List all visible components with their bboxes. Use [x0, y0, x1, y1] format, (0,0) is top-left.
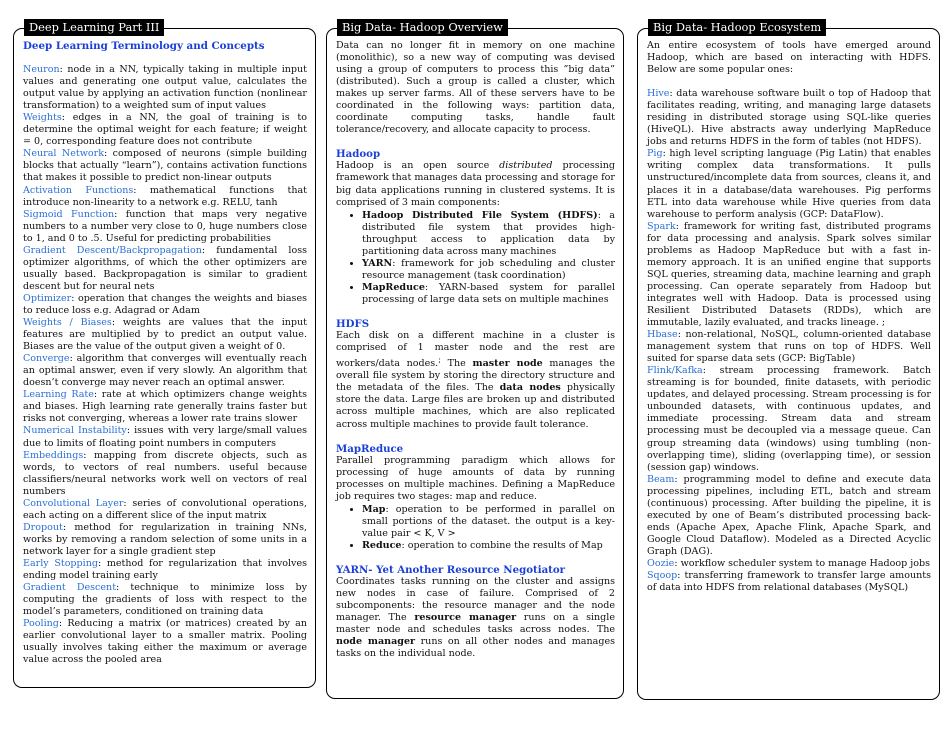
term-list	[23, 64, 307, 666]
term-definition: : node in a NN, typically taking in multiple input values and generating one output value, calculates the output value by applying an activation function (nonlinear transformation) to a weighted sum of input values	[23, 64, 307, 112]
term-definition: : fundamental loss optimizer algorithms, of which the other optimizers are usually based. Backpropagation is similar to gradient descent but for neural nets	[23, 244, 308, 292]
mapreduce-stages-list	[336, 504, 615, 552]
term-definition: : mathematical functions that introduce non-linearity to a network e.g. RELU, tanh	[23, 184, 307, 208]
term-label: Neural Network	[23, 148, 105, 160]
term-entry	[23, 558, 307, 582]
term-definition: : rate at which optimizers change weights and biases. High learning rate generally trains faster but risks not converging, whereas a lower rate trains slower	[23, 389, 307, 425]
term-definition: : weights are values that the input features are multiplied by to predict an output value. Biases are the value of the output given a weight of 0.	[23, 317, 308, 353]
term-label: Gradient Descent	[23, 582, 117, 594]
term-label: Convolutional Layer	[23, 497, 124, 509]
panel-body	[336, 40, 615, 660]
term-entry	[23, 245, 307, 293]
term-entry	[647, 88, 931, 148]
term-label: Embeddings	[23, 449, 84, 461]
term-label: Hbase	[647, 329, 678, 341]
hdfs-paragraph: Each disk on a different machine in a cluster is comprised of 1 master node and the rest are workers/data nodes.; The master node manages the overall file system by storing the directory structure and the metadata of the files. The data nodes physically store the data. Large files are broken up and distributed across multiple machines, which are also replicated across multiple machines to provide fault tolerance.	[336, 330, 616, 430]
hadoop-components-list	[336, 210, 615, 306]
section-heading: YARN- Yet Another Resource Negotiator	[336, 564, 566, 576]
section-heading: Hadoop	[336, 148, 381, 161]
term-definition: : issues with very large/small values due to limits of floating point numbers in computers	[23, 425, 307, 449]
term-entry	[647, 221, 931, 329]
panel-title: Big Data- Hadoop Overview	[337, 19, 508, 36]
term-entry	[23, 317, 307, 353]
term-definition: : programming model to define and execute data processing pipelines, including ETL, batch and stream (continuous) processing. After building the pipeline, it is executed by one of Beam’s distributed processing back-ends (Apache Apex, Apache Flink, Apache Spark, and Google Cloud Dataflow). Modeled as a Directed Acyclic Graph (DAG).	[647, 473, 931, 557]
term-definition: : operation that changes the weights and biases to reduce loss e.g. Adagrad or Adam	[23, 292, 307, 316]
term-definition: : algorithm that converges will eventually reach an optimal answer, even if very slowly. An algorithm that doesn’t converge may never reach an optimal answer.	[23, 353, 307, 389]
yarn-paragraph: Coordinates tasks running on the cluster and assigns new nodes in case of failure. Comprised of 2 subcomponents: the resource manager and the node manager. The resource manager runs on a single master node and schedules tasks across nodes. The node manager runs on all other nodes and manages tasks on the individual node.	[336, 576, 615, 660]
term-definition: : series of convolutional operations, each acting on a different slice of the input matrix	[23, 497, 307, 521]
term-definition: : composed of neurons (simple building blocks that actually “learn”), contains activation functions that makes it possible to predict non-linear outputs	[23, 148, 308, 184]
mapreduce-paragraph: Parallel programming paradigm which allows for processing of huge amounts of data by running processes on multiple machines. Defining a MapReduce job requires two stages: map and reduce.	[336, 454, 615, 502]
term-definition: : Reducing a matrix (or matrices) created by an earlier convolutional layer to a smaller matrix. Pooling usually involves taking either the maximum or average value across the pooled area	[23, 618, 307, 666]
term-label: Converge	[23, 353, 70, 365]
tool-list	[647, 88, 931, 594]
section-heading: MapReduce	[336, 442, 404, 455]
deep-learning-panel	[13, 20, 316, 688]
list-item: • YARN: framework for job scheduling and cluster resource management (task coordination)	[362, 258, 615, 282]
list-item: • MapReduce: YARN-based system for parallel processing of large data sets on multiple machines	[362, 282, 615, 306]
term-definition: : data warehouse software built o top of Hadoop that facilitates reading, writing, and managing large datasets residing in distributed storage using SQL-like queries (HiveQL). Hive abstracts away underlying MapReduce jobs and returns HDFS in the form of tables (not HDFS).	[647, 88, 931, 148]
term-entry	[23, 148, 307, 184]
panel-title: Deep Learning Part III	[24, 19, 164, 36]
term-definition: : transferring framework to transfer large amounts of data into HDFS from relational databases (MySQL)	[647, 570, 931, 594]
term-label: Beam	[647, 473, 675, 485]
term-entry	[23, 450, 307, 498]
hadoop-overview-panel	[326, 20, 624, 699]
term-entry	[23, 389, 307, 425]
term-definition: : edges in a NN, the goal of training is to determine the optimal weight for each feature; if weight = 0, corresponding feature does not contribute	[23, 112, 307, 148]
term-entry	[647, 570, 931, 594]
term-definition: : method for regularization in training NNs, works by removing a random selection of some units in a network layer for a single gradient step	[23, 521, 307, 557]
term-entry	[23, 425, 307, 449]
hadoop-paragraph: Hadoop is an open source distributed processing framework that manages data processing and storage for big data applications running in clustered systems. It is comprised of 3 main components:	[336, 160, 615, 208]
term-entry	[647, 329, 931, 365]
term-label: Numerical Instability	[23, 425, 127, 437]
term-definition: : function that maps very negative numbers to a number very close to 0, huge numbers close to 1, and 0 to .5. Useful for predicting probabilities	[23, 208, 307, 244]
term-label: Hive	[647, 88, 670, 100]
term-entry	[23, 293, 307, 317]
list-item: • Hadoop Distributed File System (HDFS): a distributed file system that provides high-throughput access to application data by partitioning data across many machines	[362, 210, 615, 258]
hadoop-ecosystem-panel	[637, 20, 940, 700]
term-entry	[23, 582, 307, 618]
term-definition: : stream processing framework. Batch streaming is for bounded, finite datasets, with periodic updates, and delayed processing. Stream processing is for unbounded datasets, with continuous updates, and immediate processing. Stream data and stream processing must be decoupled via a message queue. Can group streaming data (windows) using tumbling (non-overlapping time), sliding (overlapping time), or session (session gap) windows.	[647, 365, 931, 473]
term-entry	[23, 353, 307, 389]
term-label: Sqoop	[647, 570, 678, 582]
term-entry	[23, 209, 307, 245]
term-entry	[23, 522, 307, 558]
list-item: • Map: operation to be performed in parallel on small portions of the dataset. the output is a key-value pair < K, V >	[362, 504, 615, 540]
term-label: Activation Functions	[23, 184, 134, 196]
term-label: Optimizer	[23, 292, 72, 304]
term-label: Neuron	[23, 64, 60, 76]
term-label: Early Stopping	[23, 557, 98, 569]
term-entry	[647, 558, 931, 570]
term-label: Weights / Biases	[23, 317, 112, 329]
panel-title: Big Data- Hadoop Ecosystem	[648, 19, 826, 36]
term-entry	[23, 618, 307, 666]
term-entry	[23, 64, 307, 112]
term-label: Pig	[647, 148, 663, 160]
term-label: Flink/Kafka	[647, 365, 703, 377]
term-definition: : non-relational, NoSQL, column-oriented database management system that runs on top of HDFS. Well suited for sparse data sets (GCP: BigTable)	[647, 329, 931, 365]
term-label: Sigmoid Function	[23, 208, 115, 220]
intro-paragraph: An entire ecosystem of tools have emerged around Hadoop, which are based on interacting with HDFS. Below are some popular ones:	[647, 40, 931, 76]
term-definition: : high level scripting language (Pig Latin) that enables writing complex data transformations. It pulls unstructured/incomplete data from sources, cleans it, and places it in a database/data warehouses. Pig performs ETL into data warehouse while Hive queries from data warehouse to perform analysis (GCP: DataFlow).	[647, 148, 931, 220]
term-label: Weights	[23, 112, 62, 124]
term-label: Dropout	[23, 521, 63, 533]
term-label: Pooling	[23, 618, 59, 630]
list-item: • Reduce: operation to combine the results of Map	[362, 540, 615, 552]
term-label: Oozie	[647, 557, 675, 569]
intro-paragraph: Data can no longer fit in memory on one machine (monolithic), so a new way of computing was devised using a group of computers to process this ”big data” (distributed). Such a group is called a cluster, which makes up server farms. All of these servers have to be coordinated in the following ways: partition data, coordinate computing tasks, handle fault tolerance/recovery, and allocate capacity to process.	[336, 40, 615, 136]
section-heading: HDFS	[336, 317, 370, 330]
term-label: Gradient Descent/Backpropagation	[23, 244, 202, 256]
term-definition: : method for regularization that involves ending model training early	[23, 557, 307, 582]
term-definition: : mapping from discrete objects, such as words, to vectors of real numbers. useful because classifiers/neural networks work well on vectors of real numbers	[23, 449, 307, 497]
term-definition: : technique to minimize loss by computing the gradients of loss with respect to the model’s parameters, conditioned on training data	[23, 582, 308, 618]
panel-body	[647, 40, 931, 594]
term-entry	[23, 498, 307, 522]
term-entry	[647, 365, 931, 473]
term-entry	[23, 112, 307, 148]
term-label: Spark	[647, 220, 676, 232]
term-entry	[647, 474, 931, 558]
panel-body	[23, 40, 307, 666]
term-definition: : workflow scheduler system to manage Hadoop jobs	[674, 557, 931, 569]
term-label: Learning Rate	[23, 389, 94, 401]
section-heading: Deep Learning Terminology and Concepts	[23, 40, 265, 52]
term-entry	[23, 185, 307, 209]
term-entry	[647, 148, 931, 220]
term-definition: : framework for writing fast, distributed programs for data processing and analysis. Spark solves similar problems as Hadoop MapReduce but with a fast in-memory approach. It is an unified engine that supports SQL queries, streaming data, machine learning and graph processing. Can operate separately from Hadoop but integrates well with Hadoop. Data is processed using Resilient Distributed Datasets (RDDs), which are immutable, lazily evaluated, and tracks lineage. ;	[647, 220, 931, 329]
